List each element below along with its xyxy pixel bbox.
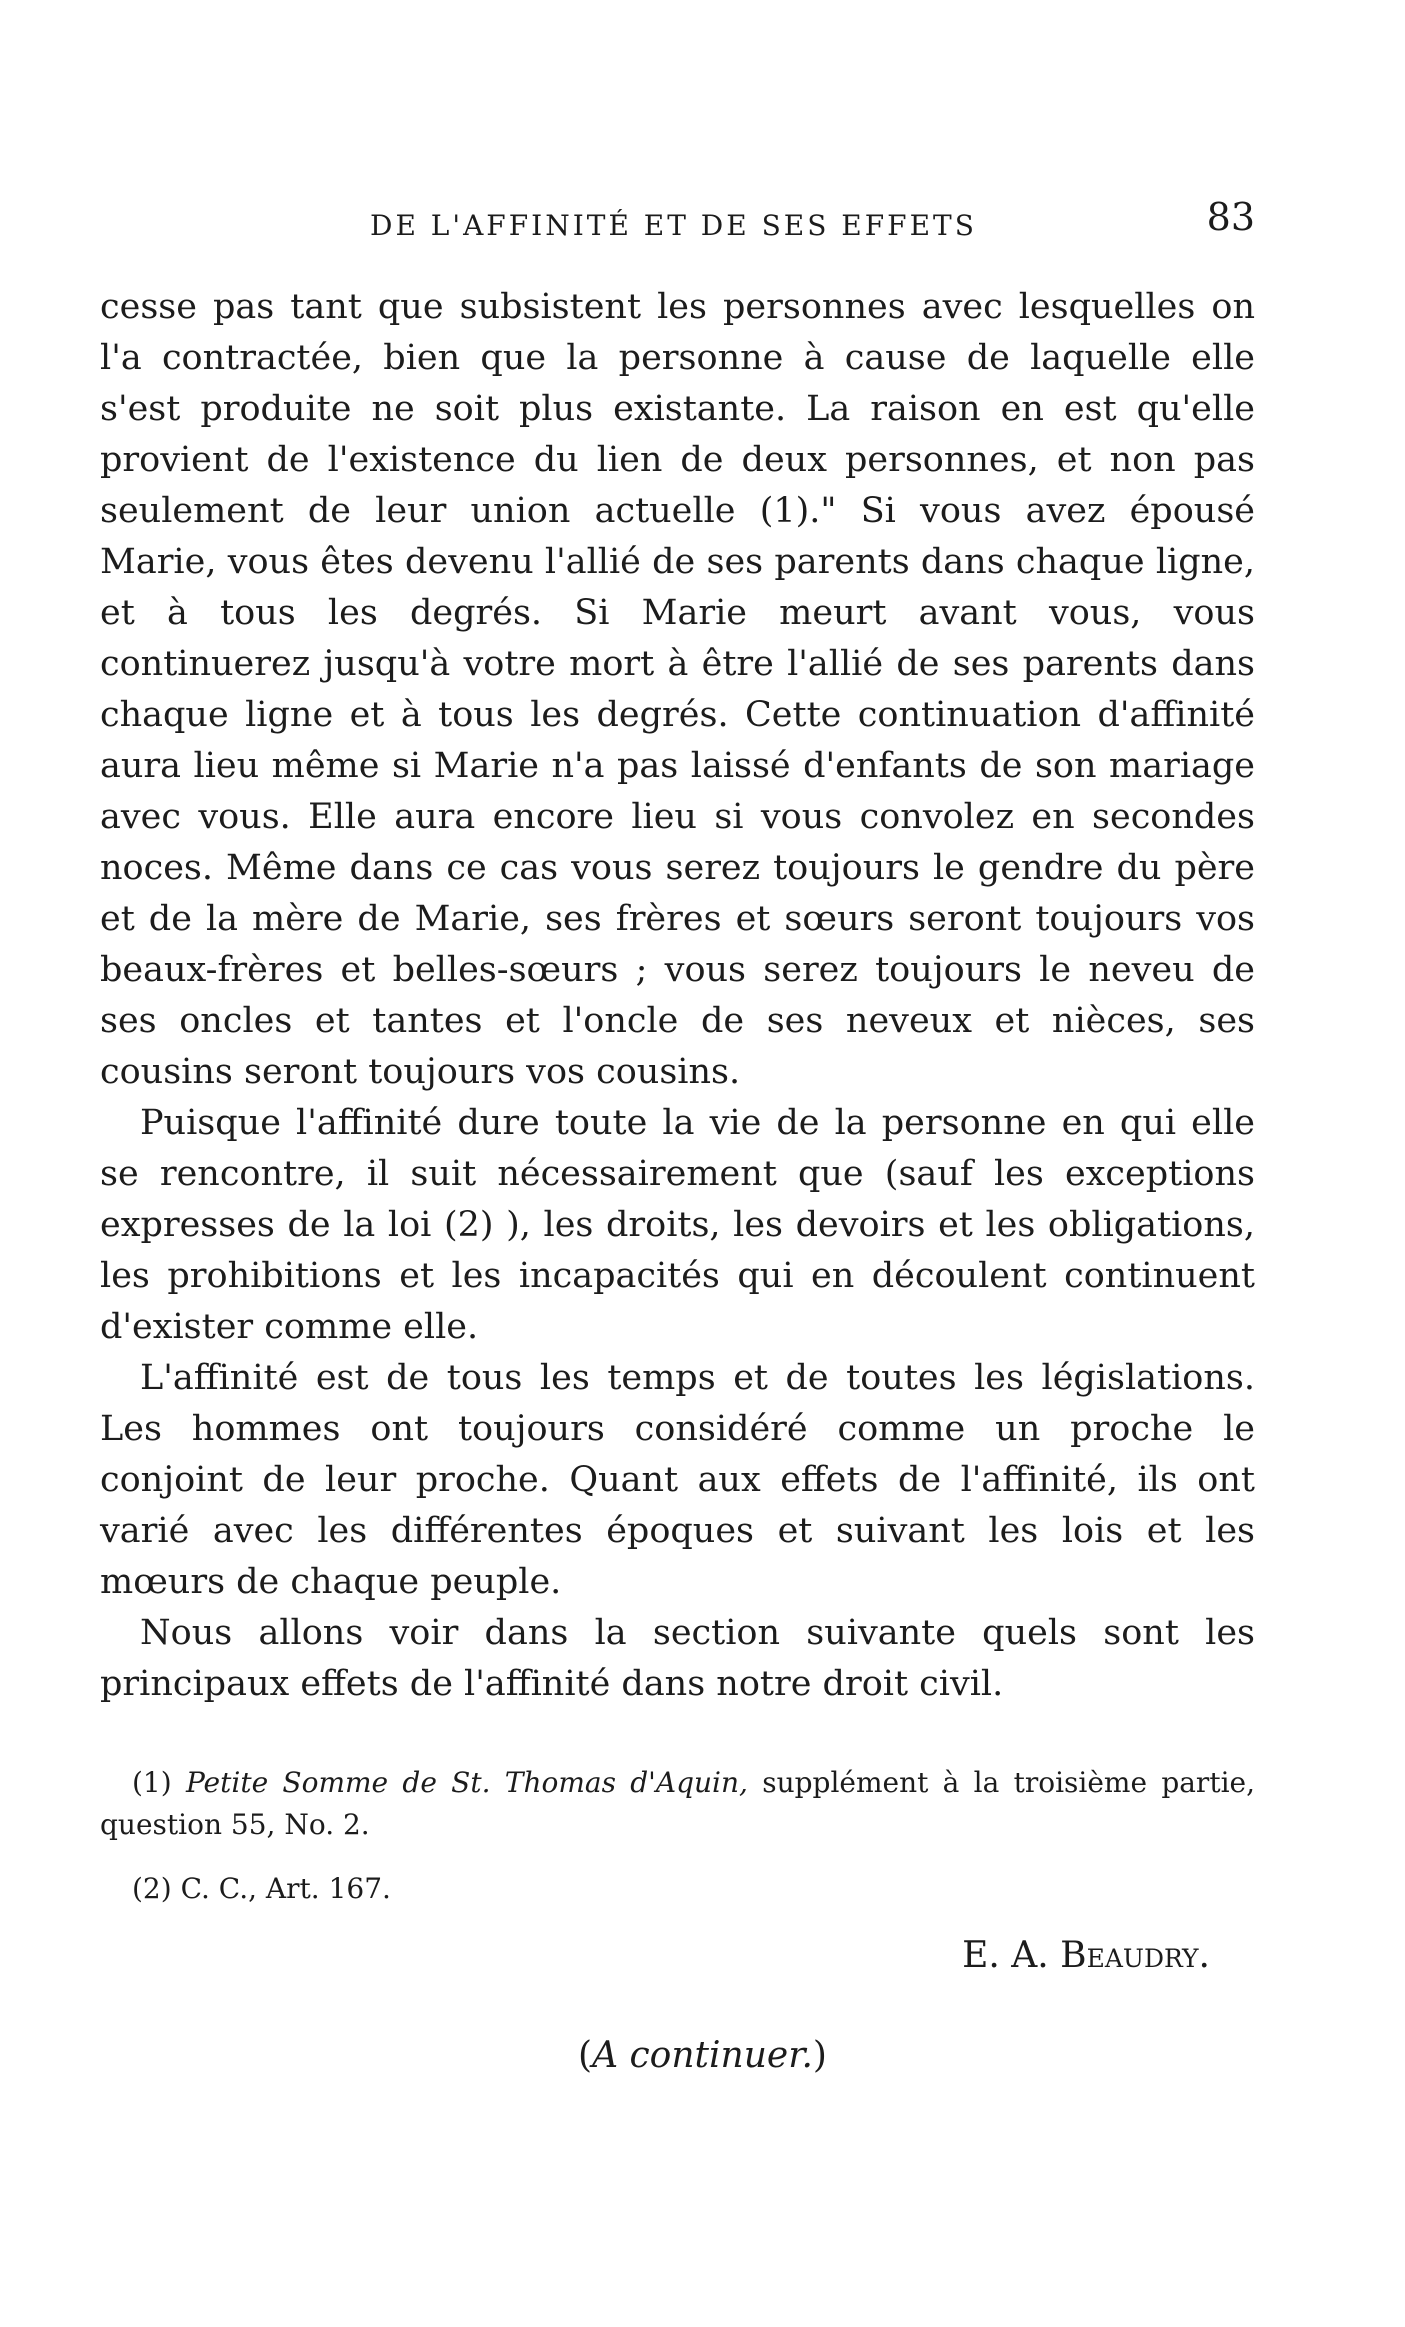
- footnote-work-title: Petite Somme de St. Thomas d'Aquin,: [185, 1766, 748, 1799]
- footnotes: [100, 1762, 1255, 1910]
- paragraph-text: Si vous avez épousé Marie, vous êtes devenu l'allié de ses parents dans chaque ligne, et à tous les degrés. Si Marie meurt avant vous, vous continuerez jusqu'à votre mort à être l'allié de ses parents dans chaque ligne et à tous les degrés. Cette continuation d'affinité aura lieu même si Marie n'a pas laissé d'enfants de son mariage avec vous. Elle aura encore lieu si vous convolez en secondes noces. Même dans ce cas vous serez toujours le gendre du père et de la mère de Marie, ses frères et sœurs seront toujours vos beaux-frères et belles-sœurs ; vous serez toujours le neveu de ses oncles et tantes et l'oncle de ses neveux et nièces, ses cousins seront toujours vos cousins.: [100, 491, 1255, 1092]
- author-signature: [962, 1935, 1210, 1976]
- continuation-text: A continuer.: [592, 2035, 813, 2076]
- author-surname: Beaudry.: [1060, 1935, 1210, 1976]
- running-title: DE L'AFFINITÉ ET DE SES EFFETS: [370, 209, 977, 242]
- footnote-1: [100, 1762, 1255, 1846]
- paren-close: ): [812, 2035, 827, 2076]
- paragraph-text: Puisque l'affinité dure toute la vie de la personne en qui elle se rencontre, il suit nécessairement que (sauf les exceptions expresses de la loi: [100, 1103, 1255, 1245]
- paragraph-text: cesse pas tant que subsistent les personnes avec lesquelles on l'a contractée, bien que la personne à cause de laquelle elle s'est produite ne soit plus existante. La raison en est qu'elle provient de l'existence du lien de deux personnes, et non pas seulement de leur union actuelle: [100, 287, 1255, 531]
- footnote-text: supplément à la troisième partie, question 55, No. 2.: [100, 1766, 1255, 1841]
- running-header: [100, 195, 1255, 245]
- paragraph-text: les droits, les devoirs et les obligations, les prohibitions et les incapacités qui en découlent continuent d'exister comme elle.: [100, 1205, 1256, 1347]
- paren-open: (: [578, 2035, 593, 2076]
- body-text: [100, 282, 1255, 1710]
- paragraph-history: L'affinité est de tous les temps et de toutes les législations. Les hommes ont toujours considéré comme un proche le conjoint de leur proche. Quant aux effets de l'affinité, ils ont varié avec les différentes époques et suivant les lois et les mœurs de chaque peuple.: [100, 1358, 1255, 1602]
- paragraph-continued: [100, 282, 1255, 1098]
- page-number: 83: [1206, 195, 1255, 239]
- paragraph-duration: [100, 1098, 1255, 1353]
- footnote-reference-1: (1).": [759, 491, 837, 531]
- paragraph-next-section: Nous allons voir dans la section suivante quels sont les principaux effets de l'affinité dans notre droit civil.: [100, 1613, 1255, 1704]
- footnote-reference-2: (2) ),: [443, 1205, 531, 1245]
- footnote-2: (2) C. C., Art. 167.: [132, 1872, 391, 1905]
- continuation-note: [0, 2035, 1405, 2076]
- footnote-mark: (1): [132, 1766, 172, 1799]
- author-initials: E. A.: [962, 1935, 1061, 1976]
